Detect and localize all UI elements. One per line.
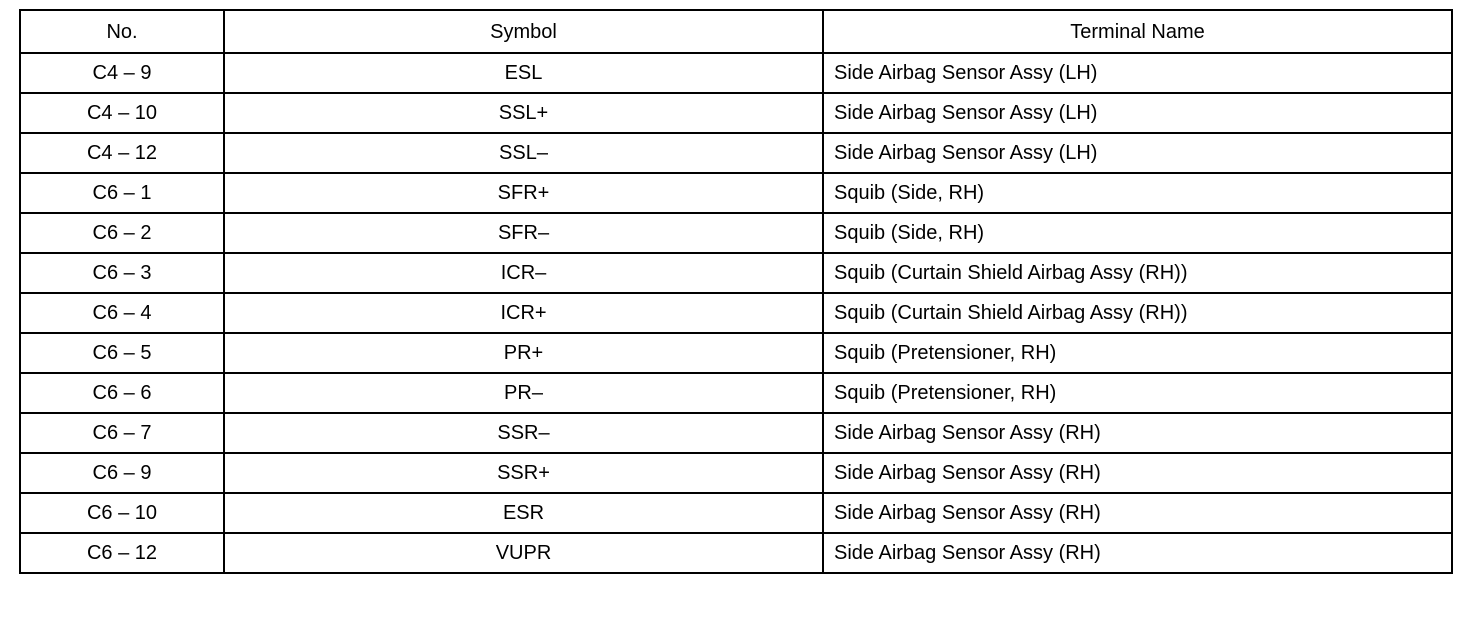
table-row xyxy=(20,533,1452,573)
header-no: No. xyxy=(20,10,224,53)
table-row xyxy=(20,373,1452,413)
cell-terminal-name: Squib (Side, RH) xyxy=(823,173,1452,213)
header-symbol: Symbol xyxy=(224,10,823,53)
table-header xyxy=(20,10,1452,53)
table-body xyxy=(20,53,1452,573)
cell-symbol: VUPR xyxy=(224,533,823,573)
table-row xyxy=(20,213,1452,253)
table-row xyxy=(20,53,1452,93)
cell-symbol: SSL+ xyxy=(224,93,823,133)
cell-no: C4 – 10 xyxy=(20,93,224,133)
cell-symbol: SSL– xyxy=(224,133,823,173)
cell-no: C6 – 2 xyxy=(20,213,224,253)
cell-no: C6 – 4 xyxy=(20,293,224,333)
cell-symbol: ICR+ xyxy=(224,293,823,333)
header-row xyxy=(20,10,1452,53)
cell-symbol: ICR– xyxy=(224,253,823,293)
cell-no: C6 – 10 xyxy=(20,493,224,533)
table-row xyxy=(20,293,1452,333)
cell-terminal-name: Squib (Curtain Shield Airbag Assy (RH)) xyxy=(823,253,1452,293)
cell-terminal-name: Side Airbag Sensor Assy (RH) xyxy=(823,533,1452,573)
cell-no: C4 – 9 xyxy=(20,53,224,93)
cell-symbol: SFR+ xyxy=(224,173,823,213)
cell-no: C6 – 3 xyxy=(20,253,224,293)
table-row xyxy=(20,93,1452,133)
cell-terminal-name: Squib (Curtain Shield Airbag Assy (RH)) xyxy=(823,293,1452,333)
table-row xyxy=(20,173,1452,213)
cell-no: C6 – 6 xyxy=(20,373,224,413)
cell-terminal-name: Side Airbag Sensor Assy (RH) xyxy=(823,453,1452,493)
cell-no: C6 – 5 xyxy=(20,333,224,373)
table-row xyxy=(20,253,1452,293)
cell-symbol: SSR– xyxy=(224,413,823,453)
cell-terminal-name: Side Airbag Sensor Assy (LH) xyxy=(823,133,1452,173)
cell-symbol: PR– xyxy=(224,373,823,413)
cell-terminal-name: Squib (Pretensioner, RH) xyxy=(823,333,1452,373)
cell-terminal-name: Squib (Pretensioner, RH) xyxy=(823,373,1452,413)
table-row xyxy=(20,333,1452,373)
cell-symbol: ESR xyxy=(224,493,823,533)
cell-symbol: SSR+ xyxy=(224,453,823,493)
cell-terminal-name: Side Airbag Sensor Assy (RH) xyxy=(823,413,1452,453)
cell-no: C4 – 12 xyxy=(20,133,224,173)
cell-no: C6 – 1 xyxy=(20,173,224,213)
cell-no: C6 – 7 xyxy=(20,413,224,453)
cell-symbol: PR+ xyxy=(224,333,823,373)
header-terminal-name: Terminal Name xyxy=(823,10,1452,53)
cell-no: C6 – 9 xyxy=(20,453,224,493)
cell-terminal-name: Side Airbag Sensor Assy (RH) xyxy=(823,493,1452,533)
table-row xyxy=(20,453,1452,493)
terminal-table xyxy=(19,9,1453,574)
cell-symbol: SFR– xyxy=(224,213,823,253)
cell-symbol: ESL xyxy=(224,53,823,93)
table-row xyxy=(20,413,1452,453)
table-row xyxy=(20,493,1452,533)
cell-terminal-name: Squib (Side, RH) xyxy=(823,213,1452,253)
cell-no: C6 – 12 xyxy=(20,533,224,573)
cell-terminal-name: Side Airbag Sensor Assy (LH) xyxy=(823,53,1452,93)
table-row xyxy=(20,133,1452,173)
cell-terminal-name: Side Airbag Sensor Assy (LH) xyxy=(823,93,1452,133)
